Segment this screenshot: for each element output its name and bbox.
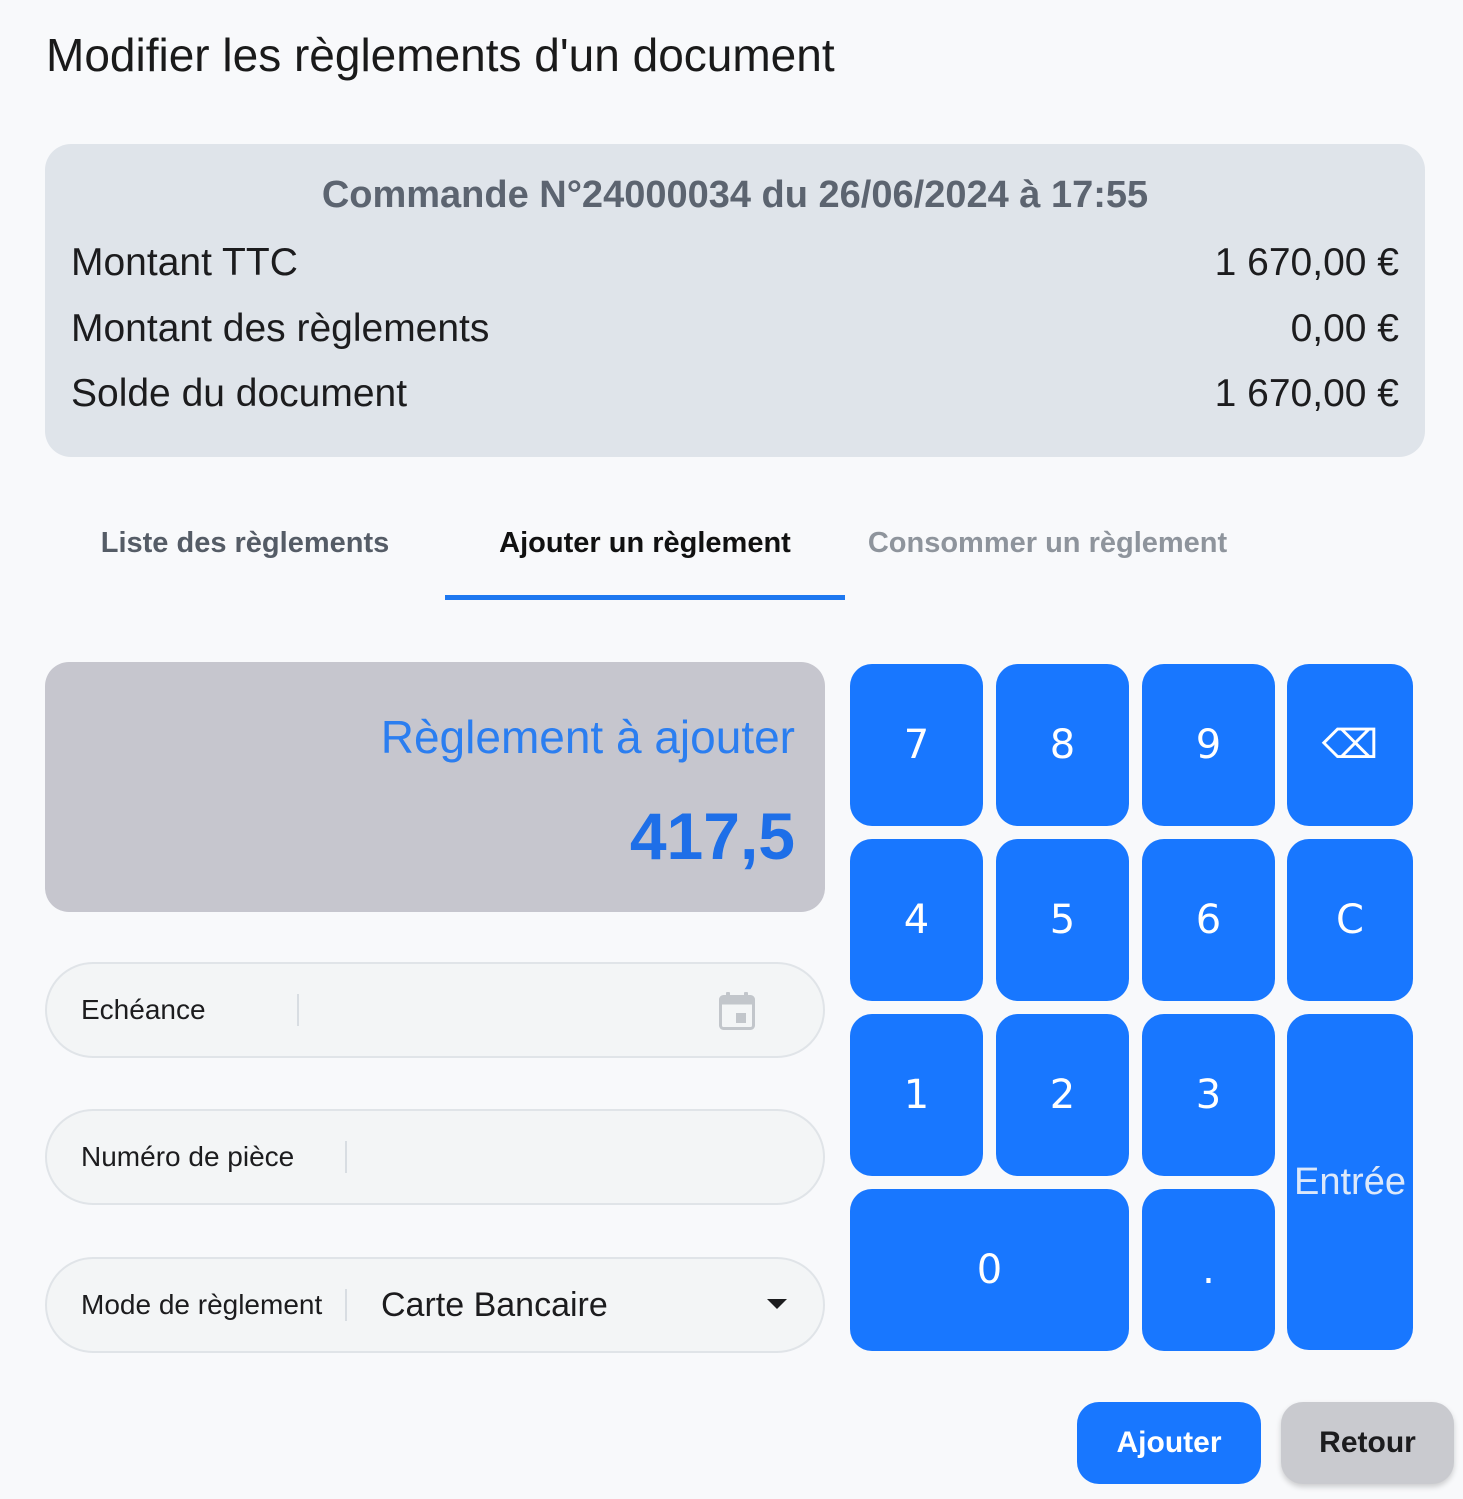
summary-label-payments: Montant des règlements	[71, 307, 490, 350]
payment-amount-label: Règlement à ajouter	[380, 711, 795, 763]
add-button[interactable]: Ajouter	[1077, 1402, 1261, 1484]
back-button[interactable]: Retour	[1281, 1402, 1454, 1484]
key-0[interactable]: 0	[850, 1189, 1129, 1351]
payment-amount-value: 417,5	[629, 799, 795, 873]
key-5[interactable]: 5	[996, 839, 1129, 1001]
payment-mode-select[interactable]	[45, 1257, 825, 1353]
summary-row-total	[71, 238, 1399, 288]
payment-mode-value[interactable]: Carte Bancaire	[381, 1286, 608, 1324]
piece-number-field[interactable]	[45, 1109, 825, 1205]
key-9[interactable]: 9	[1142, 664, 1275, 826]
key-2[interactable]: 2	[996, 1014, 1129, 1176]
summary-row-payments	[71, 304, 1399, 354]
summary-value-total: 1 670,00 €	[1214, 241, 1399, 284]
calendar-icon[interactable]	[719, 992, 755, 1030]
key-3[interactable]: 3	[1142, 1014, 1275, 1176]
summary-value-balance: 1 670,00 €	[1214, 372, 1399, 415]
clear-key[interactable]: C	[1287, 839, 1413, 1001]
piece-number-label: Numéro de pièce	[81, 1141, 295, 1172]
key-1[interactable]: 1	[850, 1014, 983, 1176]
key-7[interactable]: 7	[850, 664, 983, 826]
field-divider	[345, 1141, 347, 1173]
dialog-title: Modifier les règlements d'un document	[46, 29, 835, 81]
backspace-key[interactable]	[1287, 664, 1413, 826]
document-summary	[45, 144, 1425, 457]
tab-consume-payment[interactable]: Consommer un règlement	[867, 527, 1228, 559]
summary-label-total: Montant TTC	[71, 241, 298, 284]
enter-key[interactable]: Entrée	[1287, 1014, 1413, 1350]
due-date-label: Echéance	[81, 994, 206, 1025]
due-date-field[interactable]	[45, 962, 825, 1058]
payment-amount-display	[45, 662, 825, 912]
key-6[interactable]: 6	[1142, 839, 1275, 1001]
summary-label-balance: Solde du document	[71, 372, 408, 415]
caret-down-icon[interactable]	[767, 1299, 787, 1309]
summary-value-payments: 0,00 €	[1290, 307, 1399, 350]
payment-mode-label: Mode de règlement	[81, 1289, 323, 1320]
tab-bar	[45, 500, 1265, 602]
field-divider	[345, 1289, 347, 1321]
tab-add-payment[interactable]: Ajouter un règlement	[445, 500, 845, 600]
key-4[interactable]: 4	[850, 839, 983, 1001]
document-heading: Commande N°24000034 du 26/06/2024 à 17:55	[321, 174, 1149, 216]
backspace-icon: ⌫	[1321, 722, 1379, 768]
key-8[interactable]: 8	[996, 664, 1129, 826]
tab-payments-list[interactable]: Liste des règlements	[100, 527, 390, 559]
decimal-key[interactable]: .	[1142, 1189, 1275, 1351]
field-divider	[297, 994, 299, 1026]
summary-row-balance	[71, 369, 1399, 419]
